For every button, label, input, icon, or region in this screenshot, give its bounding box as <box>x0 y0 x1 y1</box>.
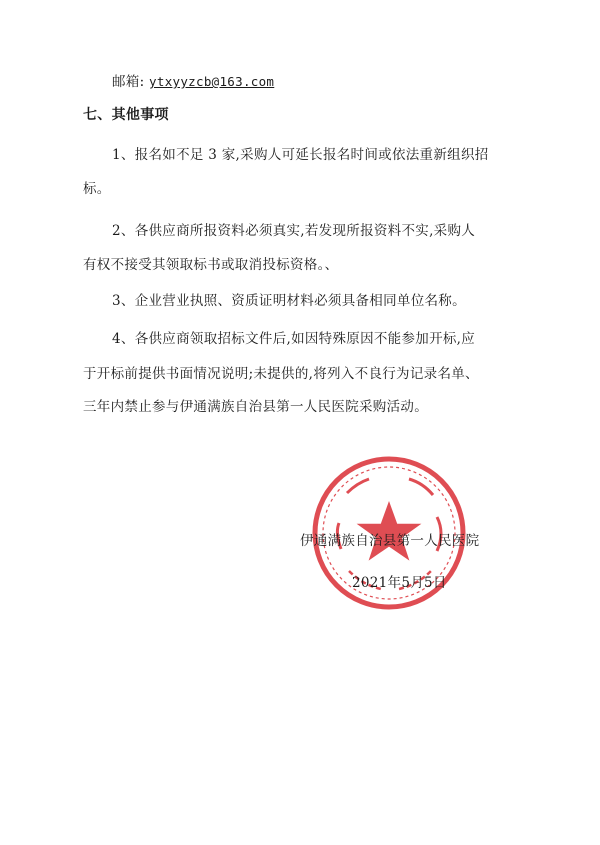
email-link[interactable]: ytxyyzcb@163.com <box>149 74 275 89</box>
item-4-line-1: 4、各供应商领取招标文件后,如因特殊原因不能参加开标,应 <box>112 331 476 347</box>
item-2-line-2: 有权不接受其领取标书或取消投标资格。、 <box>83 257 339 273</box>
email-line <box>112 70 274 90</box>
item-1-line-2: 标。 <box>83 181 111 197</box>
item-3-line-1: 3、企业营业执照、资质证明材料必须具备相同单位名称。 <box>112 293 466 309</box>
item-2-line-1: 2、各供应商所报资料必须真实,若发现所报资料不实,采购人 <box>112 223 476 239</box>
item-4-line-2: 于开标前提供书面情况说明;未提供的,将列入不良行为记录名单、 <box>83 366 479 382</box>
signer-organization: 伊通满族自治县第一人民医院 <box>300 533 480 549</box>
item-1-line-1: 1、报名如不足 3 家,采购人可延长报名时间或依法重新组织招 <box>112 147 489 163</box>
signature-date: 2021年5月5日 <box>352 575 447 591</box>
email-label: 邮箱: <box>112 74 145 90</box>
item-4-line-3: 三年内禁止参与伊通满族自治县第一人民医院采购活动。 <box>83 399 428 415</box>
section-heading: 七、其他事项 <box>83 107 169 123</box>
